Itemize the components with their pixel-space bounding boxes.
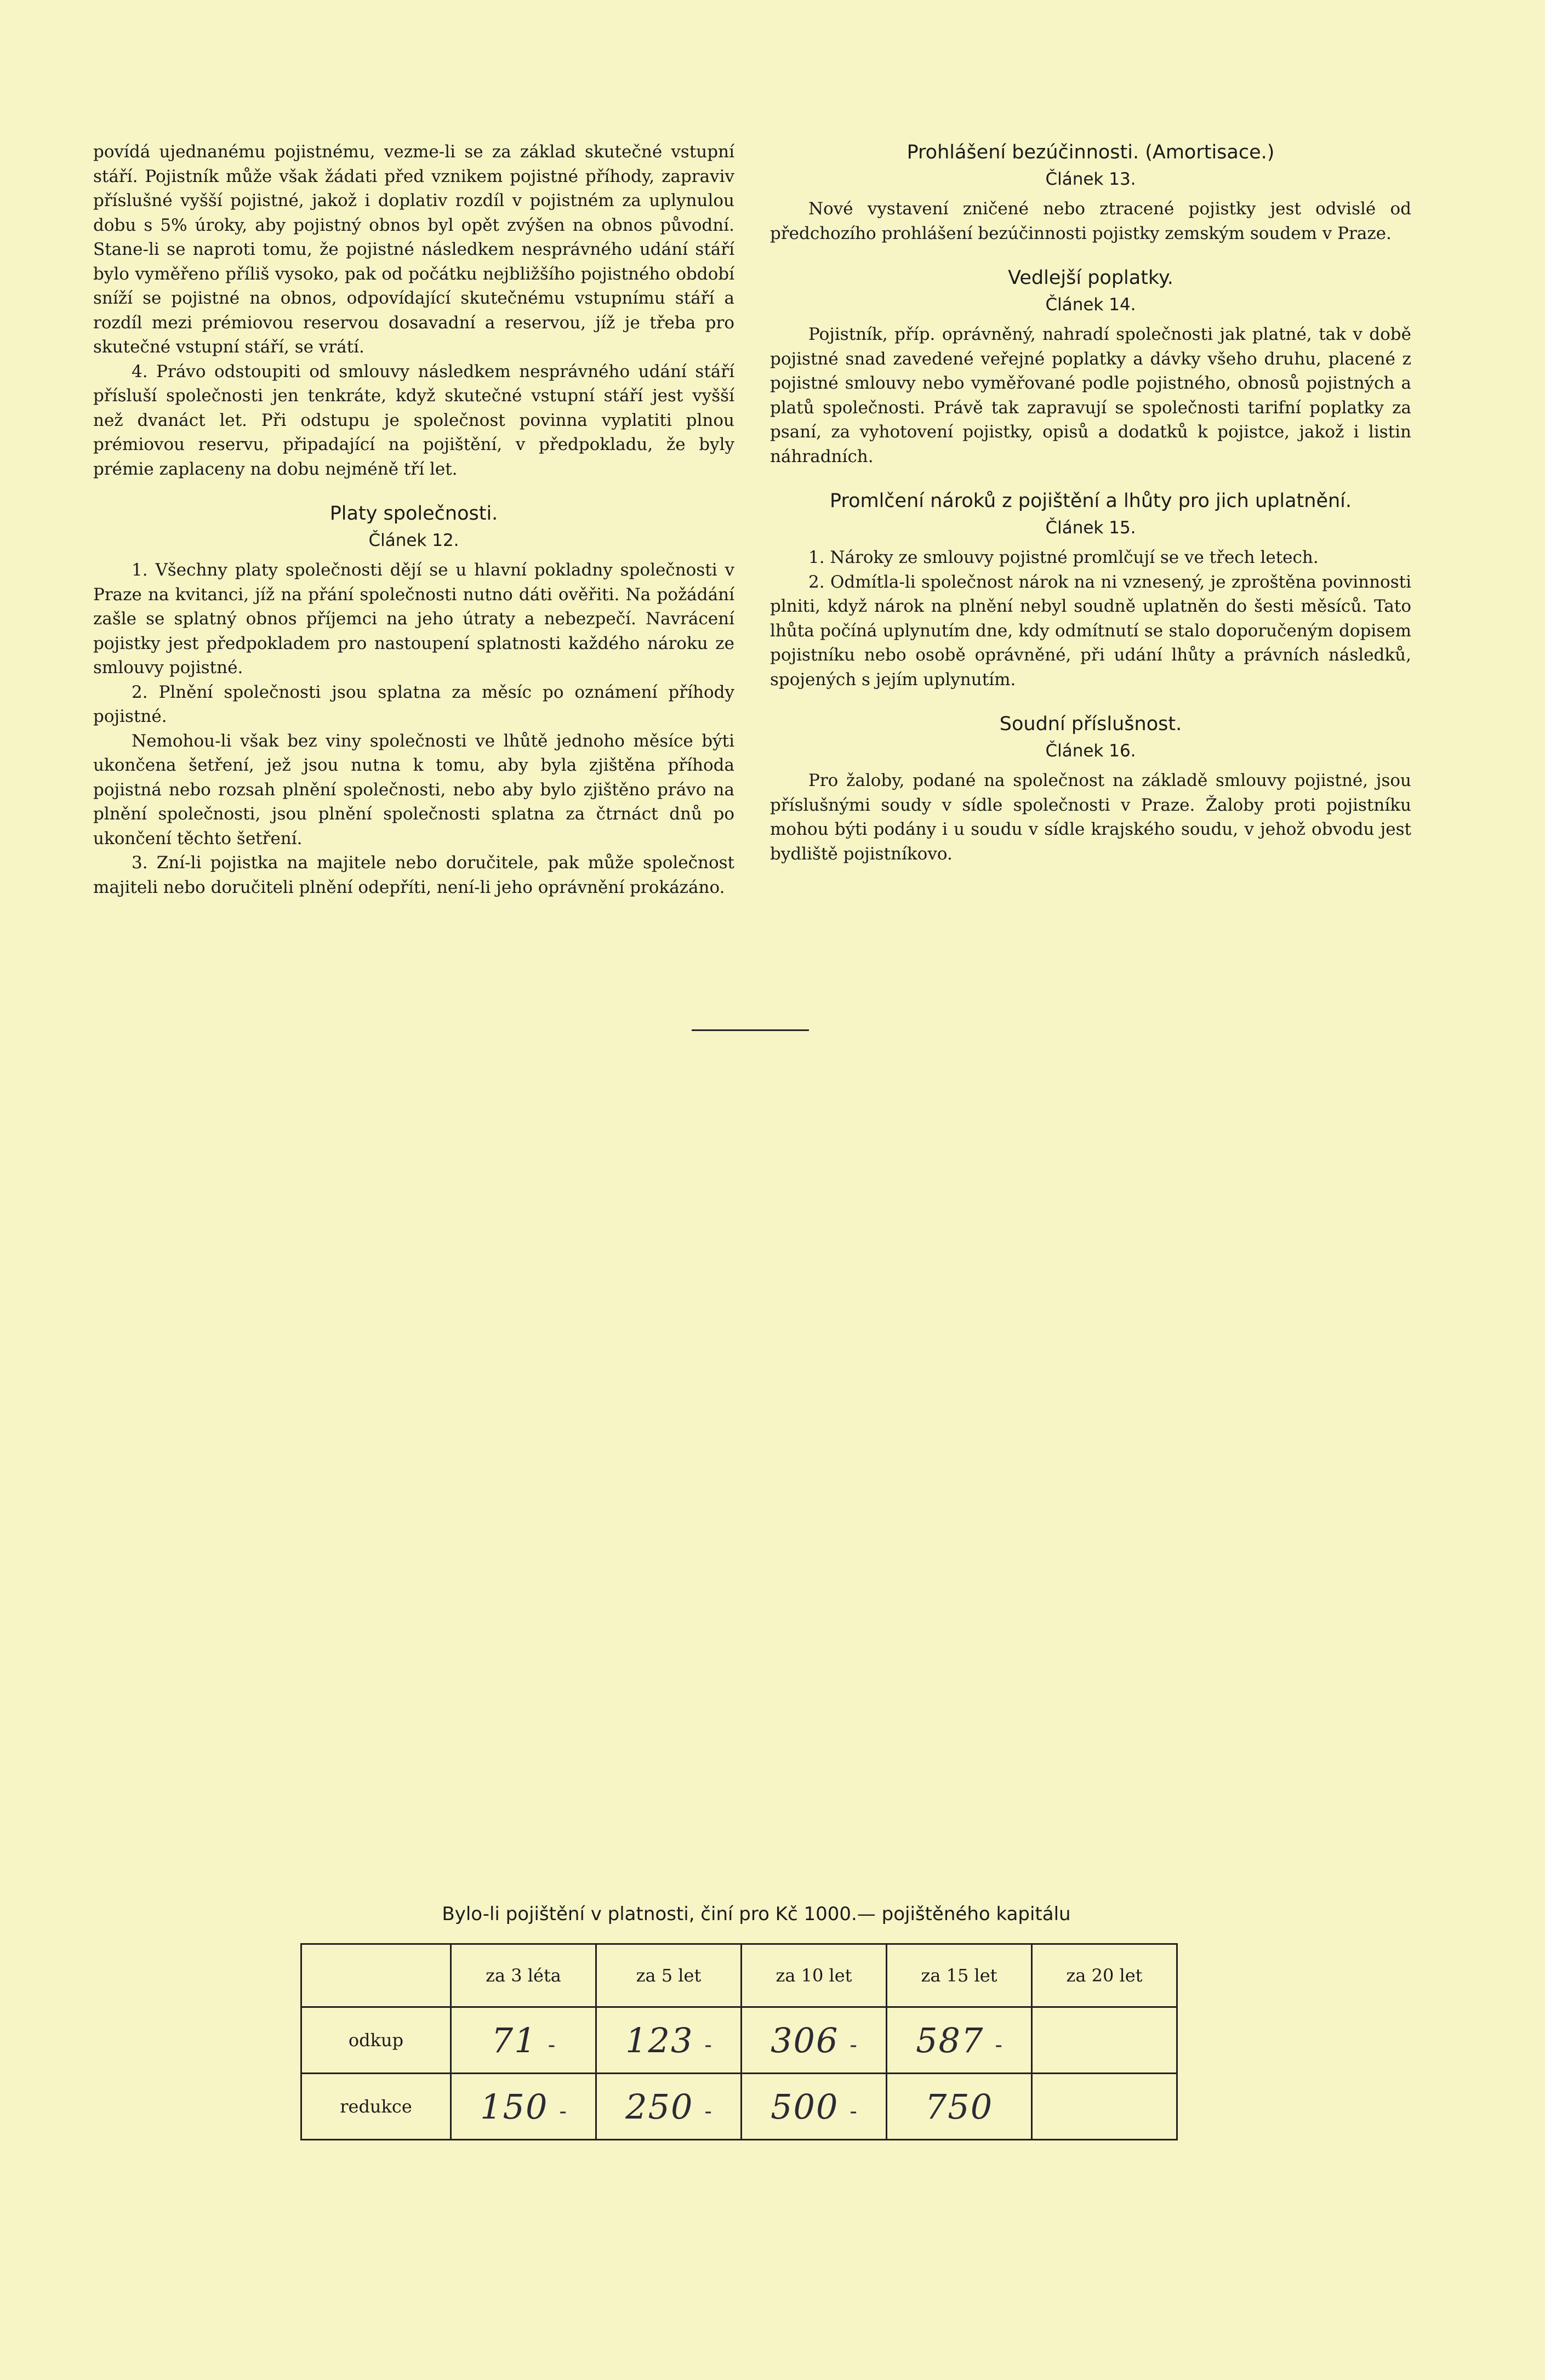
right-column bbox=[770, 140, 1411, 866]
section-heading-promlceni: Promlčení nároků z pojištění a lhůty pro jich uplatnění. bbox=[829, 490, 1352, 512]
table-cell bbox=[887, 2007, 1032, 2074]
dash-mark: - bbox=[850, 2032, 857, 2058]
section-heading-prislusnost: Soudní příslušnost. bbox=[999, 713, 1182, 735]
table-row bbox=[301, 2007, 1177, 2074]
article-number-12: Článek 12. bbox=[368, 531, 459, 550]
handwritten-value: 250 bbox=[625, 2086, 694, 2127]
table-header-cell: za 5 let bbox=[596, 1944, 742, 2007]
table-header-cell: za 10 let bbox=[742, 1944, 887, 2007]
paragraph: Pojistník, příp. oprávněný, nahradí společnosti jak platné, tak v době pojistné snad zavedené veřejné poplatky a dávky všeho druhu, placené z pojistné smlouvy nebo vyměřované podle pojistného, obnosů pojistných a platů společnosti. Právě tak zapravují se společnosti tarifní poplatky za psaní, za vyhotovení pojistky, opisů a dodatků k pojistce, jakož i listin náhradních. bbox=[770, 324, 1411, 466]
paragraph: 2. Odmítla-li společnost nárok na ni vznesený, je zproštěna povinnosti plniti, když nárok na plnění nebyl soudně uplatněn do šesti měsíců. Tato lhůta počíná uplynutím dne, kdy odmítnutí se stalo doporučeným dopisem pojistníku nebo osobě oprávněné, při udání lhůty a právních následků, spojených s jejím uplynutím. bbox=[770, 572, 1411, 690]
article-number-16: Článek 16. bbox=[1045, 741, 1136, 761]
table-caption: Bylo-li pojištění v platnosti, činí pro Kč 1000.— pojištěného kapitálu bbox=[442, 1903, 1071, 1925]
dash-mark: - bbox=[704, 2098, 712, 2124]
table-corner-cell bbox=[301, 1944, 451, 2007]
handwritten-value: 123 bbox=[625, 2020, 694, 2060]
paragraph: 1. Nároky ze smlouvy pojistné promlčují se ve třech letech. bbox=[808, 548, 1319, 567]
table-cell bbox=[451, 2074, 596, 2140]
table-header-row bbox=[301, 1944, 1177, 2007]
table-cell bbox=[1032, 2007, 1177, 2074]
separator-rule bbox=[692, 1029, 809, 1031]
paragraph: 1. Všechny platy společnosti dějí se u hlavní pokladny společnosti v Praze na kvitanci, jíž na přání společnosti nutno dáti ověřiti. Na požádání zašle se splatný obnos příjemci na jeho útraty a nebezpečí. Navrácení pojistky jest předpokladem pro nastoupení splatnosti každého nároku ze smlouvy pojistné. bbox=[93, 560, 734, 677]
handwritten-value: 306 bbox=[771, 2020, 839, 2060]
dash-mark: - bbox=[995, 2032, 1002, 2058]
table-cell bbox=[887, 2074, 1032, 2140]
table-header-cell: za 20 let bbox=[1032, 1944, 1177, 2007]
paragraph: 3. Zní-li pojistka na majitele nebo doručitele, pak může společnost majiteli nebo doručiteli plnění odepříti, není-li jeho oprávnění prokázáno. bbox=[93, 853, 734, 897]
handwritten-value: 500 bbox=[771, 2086, 839, 2127]
row-label: redukce bbox=[301, 2074, 451, 2140]
table-cell bbox=[1032, 2074, 1177, 2140]
article-number-13: Článek 13. bbox=[1045, 169, 1136, 189]
handwritten-value: 150 bbox=[480, 2086, 549, 2127]
paragraph: Pro žaloby, podané na společnost na základě smlouvy pojistné, jsou příslušnými soudy v sídle společnosti v Praze. Žaloby proti pojistníku mohou býti podány i u soudu v sídle krajského soudu, v jehož obvodu jest bydliště pojistníkovo. bbox=[770, 771, 1411, 864]
table-cell bbox=[742, 2007, 887, 2074]
handwritten-value: 587 bbox=[916, 2020, 984, 2060]
article-number-15: Článek 15. bbox=[1045, 518, 1136, 538]
section-heading-amortisace: Prohlášení bezúčinnosti. (Amortisace.) bbox=[907, 141, 1275, 163]
section-heading-platy: Platy společnosti. bbox=[329, 503, 498, 525]
paragraph: Nové vystavení zničené nebo ztracené pojistky jest odvislé od předchozího prohlášení bezúčinnosti pojistky zemským soudem v Praze. bbox=[770, 199, 1411, 243]
handwritten-value: 750 bbox=[925, 2086, 994, 2127]
table-row bbox=[301, 2074, 1177, 2140]
table-header-cell: za 3 léta bbox=[451, 1944, 596, 2007]
section-heading-poplatky: Vedlejší poplatky. bbox=[1008, 267, 1173, 289]
handwritten-value: 71 bbox=[491, 2020, 537, 2060]
left-column bbox=[93, 140, 734, 899]
table-cell bbox=[451, 2007, 596, 2074]
paragraph: 4. Právo odstoupiti od smlouvy následkem nesprávného udání stáří přísluší společnosti jen tenkráte, když skutečné vstupní stáří jest vyšší než dvanáct let. Při odstupu je společnost povinna vyplatiti plnou prémiovou reservu, připadající na pojištění, v předpokladu, že byly prémie zaplaceny na dobu nejméně tří let. bbox=[93, 361, 734, 479]
dash-mark: - bbox=[559, 2098, 567, 2124]
table-cell bbox=[596, 2007, 742, 2074]
paragraph: 2. Plnění společnosti jsou splatna za měsíc po oznámení příhody pojistné. bbox=[93, 682, 734, 726]
row-label: odkup bbox=[301, 2007, 451, 2074]
table-cell bbox=[742, 2074, 887, 2140]
paragraph: povídá ujednanému pojistnému, vezme-li se za základ skutečné vstupní stáří. Pojistník může však žádati před vznikem pojistné příhody, zapraviv příslušné vyšší pojistné, jakož i doplativ rozdíl v pojistném za uplynulou dobu s 5% úroky, aby pojistný obnos byl opět zvýšen na obnos původní. Stane-li se naproti tomu, že pojistné následkem nesprávného udání stáří bylo vyměřeno příliš vysoko, pak od počátku nejbližšího pojistného období sníží se pojistné na obnos, odpovídající skutečnému vstupnímu stáří a rozdíl mezi prémiovou reservou dosavadní a reservou, jíž je třeba pro skutečné vstupní stáří, se vrátí. bbox=[93, 142, 734, 357]
dash-mark: - bbox=[850, 2098, 857, 2124]
dash-mark: - bbox=[548, 2032, 556, 2058]
article-number-14: Článek 14. bbox=[1045, 295, 1136, 315]
surrender-values-table bbox=[300, 1943, 1178, 2140]
table-header-cell: za 15 let bbox=[887, 1944, 1032, 2007]
dash-mark: - bbox=[704, 2032, 712, 2058]
table-cell bbox=[596, 2074, 742, 2140]
paragraph: Nemohou-li však bez viny společnosti ve lhůtě jednoho měsíce býti ukončena šetření, jež jsou nutna k tomu, aby byla zjištěna příhoda pojistná nebo rozsah plnění společnosti, nebo aby bylo zjištěno právo na plnění společnosti, jsou plnění společnosti splatna za čtrnáct dnů po ukončení těchto šetření. bbox=[93, 731, 734, 849]
